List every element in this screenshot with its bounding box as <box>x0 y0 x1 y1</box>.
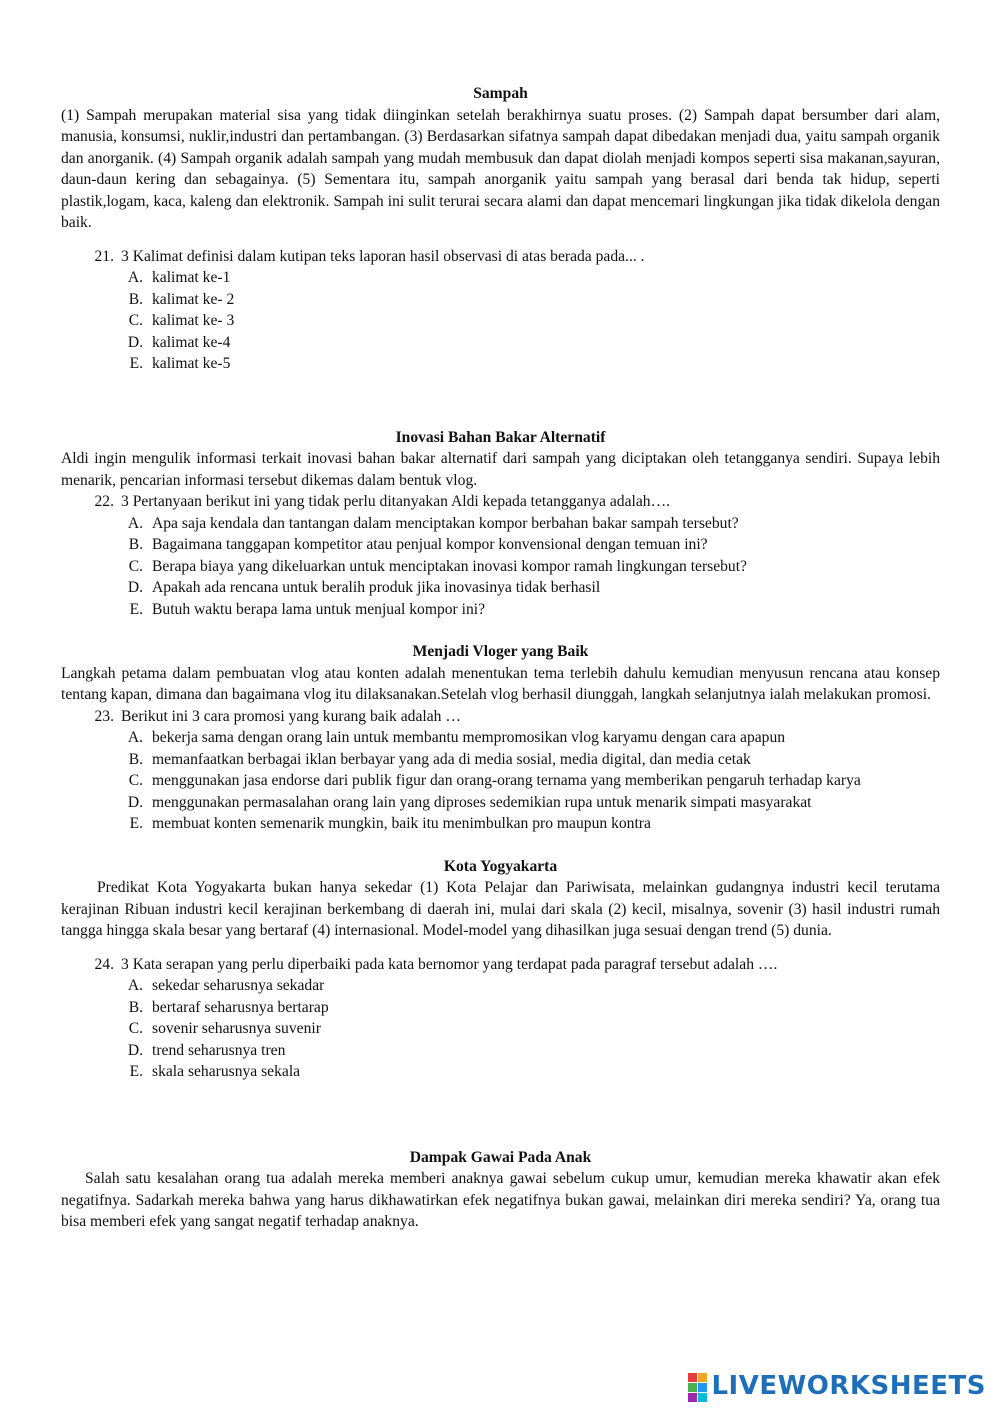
option-label: E. <box>129 815 143 832</box>
option-label: D. <box>127 1041 143 1059</box>
liveworksheets-brand: LIVEWORKSHEETS <box>711 1371 986 1402</box>
option-22-e[interactable] <box>61 599 940 621</box>
question-number: 21. <box>94 247 114 265</box>
option-label: D. <box>127 333 143 351</box>
option-label: B. <box>128 998 143 1016</box>
paragraph-sampah: (1) Sampah merupakan material sisa yang tidak diinginkan setelah berakhirnya suatu proses. (2) Sampah dapat bersumber dari alam, manusia, konsumsi, nuklir,industri dan pertambangan. (3) Berdasarkan sifatnya sampah dapat dibedakan menjadi dua, yaitu sampah organik dan anorganik. (4) Sampah organik adalah sampah yang mudah membusuk dan dapat diolah menjadi kompos seperti sisa makanan,sayuran, daun-daun kering dan sebagainya. (5) Sementara itu, sampah anorganik yaitu sampah yang berasal dari benda tak hidup, seperti plastik,logam, kaca, kaleng dan elektronik. Sampah ini sulit terurai secara alami dan dapat mencemari lingkungan jika tidak dikelola dengan baik. <box>61 106 940 231</box>
question-text: Berikut ini 3 cara promosi yang kurang baik adalah … <box>121 707 461 725</box>
paragraph-inovasi: Aldi ingin mengulik informasi terkait inovasi bahan bakar alternatif dari sampah yang diciptakan oleh tetangganya sendiri. Supaya lebih menarik, pencarian informasi tersebut dikemas dalam bentuk vlog. <box>61 450 940 489</box>
question-text: 3 Kata serapan yang perlu diperbaiki pada kata bernomor yang terdapat pada paragraf tersebut adalah …. <box>121 955 778 973</box>
option-label: E. <box>129 1063 143 1080</box>
option-text: kalimat ke-5 <box>152 355 231 372</box>
option-label: A. <box>127 729 143 746</box>
question-number: 24. <box>94 955 114 973</box>
option-text: menggunakan permasalahan orang lain yang diproses sedemikian rupa untuk menarik simpati masyarakat <box>152 793 812 811</box>
section-title-sampah: Sampah <box>473 85 528 102</box>
option-text: kalimat ke- 3 <box>152 312 235 329</box>
option-21-e[interactable] <box>61 353 940 375</box>
section-title-gawai: Dampak Gawai Pada Anak <box>409 1148 592 1166</box>
section-title-yogyakarta: Kota Yogyakarta <box>443 857 558 875</box>
section-title-inovasi: Inovasi Bahan Bakar Alternatif <box>395 428 606 446</box>
option-24-a[interactable] <box>61 975 940 997</box>
paragraph-vloger: Langkah petama dalam pembuatan vlog atau konten adalah menentukan tema terlebih dahulu kemudian menyusun rencana atau konsep tentang kapan, dimana dan bagaimana vlog itu dilaksanakan.Setelah vlog berhasil diunggah, langkah selanjutnya ialah melakukan promosi. <box>61 664 940 703</box>
paragraph-gawai: Salah satu kesalahan orang tua adalah mereka memberi anaknya gawai sebelum cukup umur, kemudian mereka khawatir akan efek negatifnya. Sadarkah mereka bahwa yang harus dikhawatirkan efek negatifnya bukan gawai, melainkan diri mereka sendiri? Ya, orang tua bisa memberi efek yang sangat negatif terhadap anaknya. <box>61 1170 940 1230</box>
option-text: kalimat ke-1 <box>152 269 231 286</box>
option-23-b[interactable] <box>61 749 940 771</box>
option-23-e[interactable] <box>61 813 940 835</box>
logo-square <box>688 1373 697 1382</box>
option-21-a[interactable] <box>61 267 940 289</box>
option-text: sovenir seharusnya suvenir <box>152 1020 321 1037</box>
option-label: C. <box>128 772 143 789</box>
option-21-c[interactable] <box>61 310 940 332</box>
option-label: C. <box>128 1020 143 1037</box>
option-label: A. <box>127 514 143 532</box>
option-text: Apakah ada rencana untuk beralih produk jika inovasinya tidak berhasil <box>152 579 601 596</box>
option-21-d[interactable] <box>61 332 940 354</box>
option-label: B. <box>128 536 143 553</box>
option-text: memanfaatkan berbagai iklan berbayar yang ada di media sosial, media digital, dan media cetak <box>152 750 751 768</box>
logo-square <box>688 1383 697 1392</box>
option-label: E. <box>129 355 143 372</box>
paragraph-yogyakarta: Predikat Kota Yogyakarta bukan hanya sekedar (1) Kota Pelajar dan Pariwisata, melainkan gudangnya industri kecil terutama kerajinan Ribuan industri kecil kerajinan berkembang di daerah ini, mulai dari skala (2) kecil, misalnya, sovenir (3) hasil industri rumah tangga hingga skala besar yang bertaraf (4) internasional. Model-model yang dihasilkan juga sesuai dengan trend (5) dunia. <box>61 879 940 939</box>
logo-square <box>698 1373 707 1382</box>
option-23-c[interactable] <box>61 770 940 792</box>
option-text: Bagaimana tanggapan kompetitor atau penjual kompor konvensional dengan temuan ini? <box>152 536 708 553</box>
question-22 <box>61 491 940 513</box>
question-text: 3 Pertanyaan berikut ini yang tidak perlu ditanyakan Aldi kepada tetangganya adalah…. <box>121 493 671 510</box>
liveworksheets-logo-icon <box>688 1373 707 1402</box>
logo-square <box>698 1383 707 1392</box>
option-text: kalimat ke- 2 <box>152 290 235 308</box>
option-label: C. <box>128 557 143 575</box>
option-label: B. <box>128 750 143 768</box>
option-text: Berapa biaya yang dikeluarkan untuk menciptakan inovasi kompor ramah lingkungan tersebut? <box>152 557 747 575</box>
option-text: membuat konten semenarik mungkin, baik itu menimbulkan pro maupun kontra <box>152 815 651 832</box>
option-23-d[interactable] <box>61 792 940 814</box>
logo-square <box>688 1393 697 1402</box>
option-22-d[interactable] <box>61 577 940 599</box>
option-label: D. <box>127 793 143 811</box>
option-text: sekedar seharusnya sekadar <box>152 977 325 994</box>
option-text: bertaraf seharusnya bertarap <box>152 998 329 1016</box>
question-24 <box>61 954 940 976</box>
question-number: 23. <box>94 707 114 725</box>
question-21 <box>61 246 940 268</box>
option-text: kalimat ke-4 <box>152 333 231 351</box>
worksheet-page <box>61 83 940 1233</box>
option-label: A. <box>127 269 143 286</box>
option-24-d[interactable] <box>61 1040 940 1062</box>
option-text: trend seharusnya tren <box>152 1041 286 1059</box>
logo-square <box>698 1393 707 1402</box>
question-text: 3 Kalimat definisi dalam kutipan teks laporan hasil observasi di atas berada pada... . <box>121 247 645 265</box>
option-24-e[interactable] <box>61 1061 940 1083</box>
option-22-a[interactable] <box>61 513 940 535</box>
option-22-b[interactable] <box>61 534 940 556</box>
option-text: bekerja sama dengan orang lain untuk membantu mempromosikan vlog karyamu dengan cara apapun <box>152 729 786 746</box>
options-22 <box>61 513 940 621</box>
question-number: 22. <box>94 493 114 510</box>
option-label: D. <box>127 579 143 596</box>
option-label: B. <box>128 290 143 308</box>
option-label: E. <box>129 600 143 618</box>
option-23-a[interactable] <box>61 727 940 749</box>
option-24-c[interactable] <box>61 1018 940 1040</box>
option-24-b[interactable] <box>61 997 940 1019</box>
option-text: menggunakan jasa endorse dari publik figur dan orang-orang ternama yang memberikan pengaruh terhadap karya <box>152 772 861 789</box>
question-23 <box>61 706 940 728</box>
option-text: Butuh waktu berapa lama untuk menjual kompor ini? <box>152 600 486 618</box>
options-24 <box>61 975 940 1083</box>
option-text: skala seharusnya sekala <box>152 1063 301 1080</box>
options-21 <box>61 267 940 375</box>
option-21-b[interactable] <box>61 289 940 311</box>
option-22-c[interactable] <box>61 556 940 578</box>
option-text: Apa saja kendala dan tantangan dalam menciptakan kompor berbahan bakar sampah tersebut? <box>152 514 739 532</box>
option-label: C. <box>128 312 143 329</box>
option-label: A. <box>127 977 143 994</box>
liveworksheets-footer <box>688 1370 986 1404</box>
section-title-vloger: Menjadi Vloger yang Baik <box>412 643 589 660</box>
options-23 <box>61 727 940 835</box>
